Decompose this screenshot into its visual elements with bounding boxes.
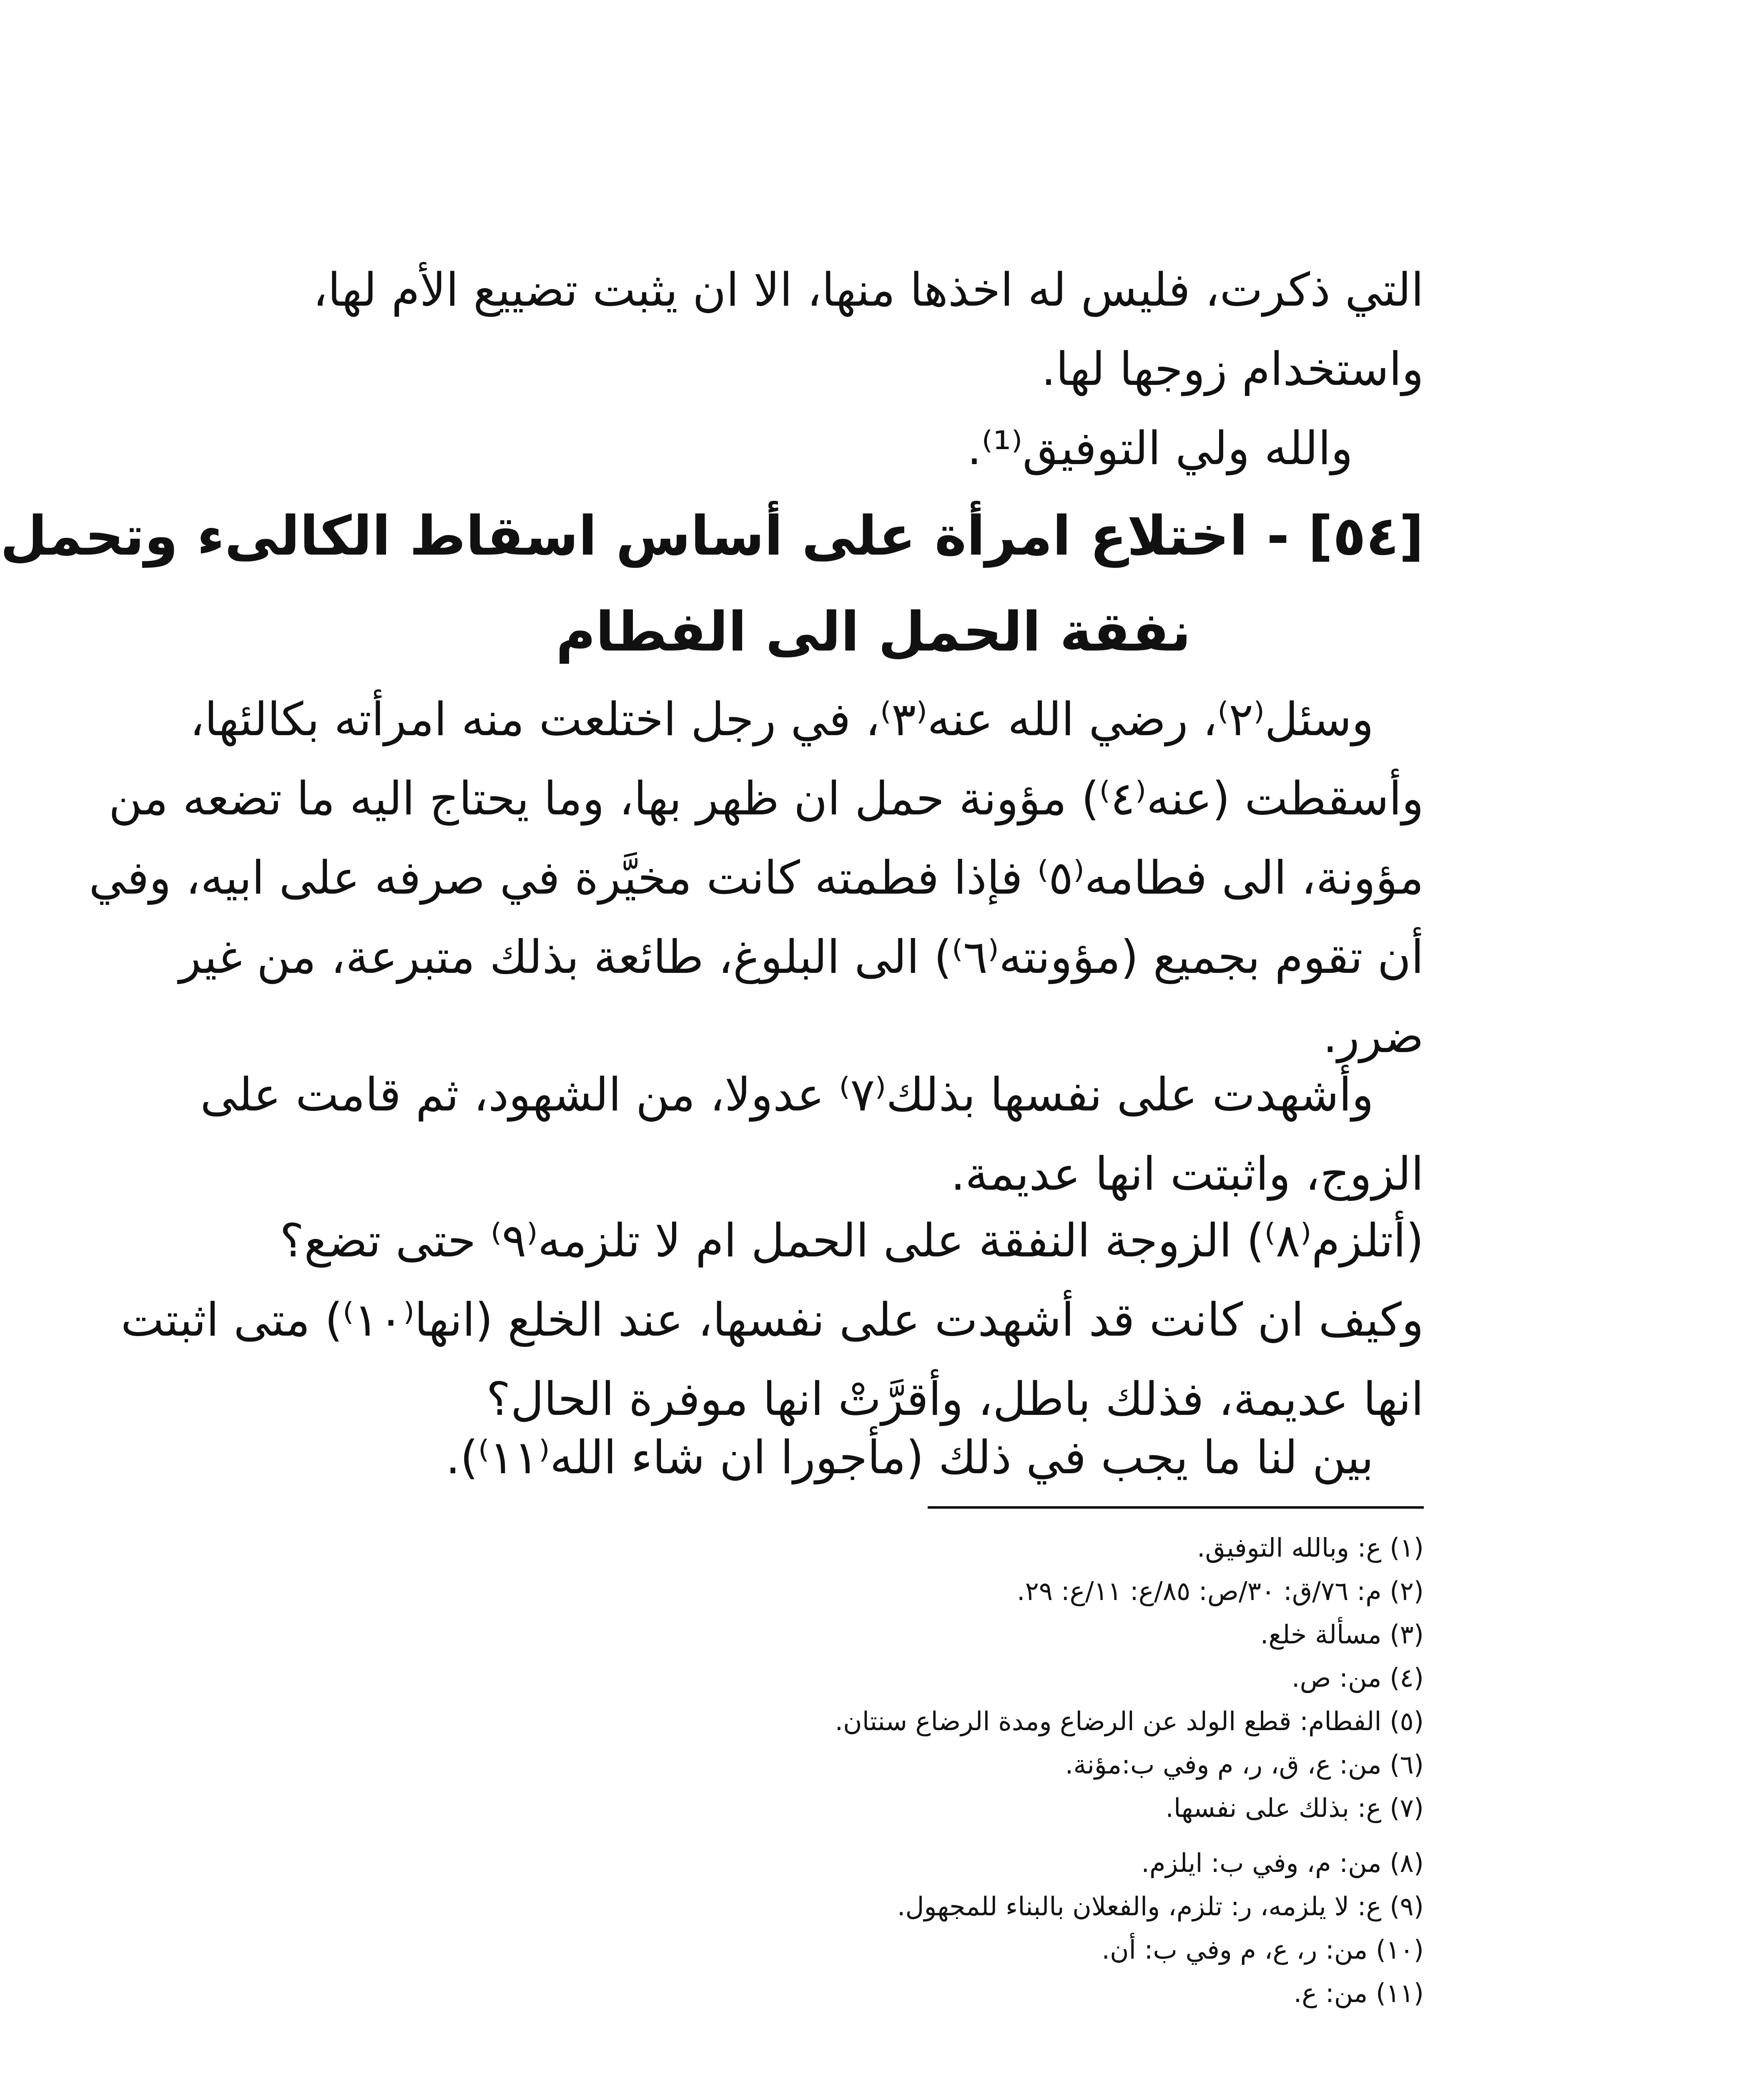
text-line: واستخدام زوجها لها. bbox=[1041, 342, 1424, 396]
text-line: (أتلزم⁽٨⁾) الزوجة النفقة على الحمل ام لا تلزمه⁽٩⁾ حتى تضع؟ bbox=[279, 1214, 1424, 1267]
continuation-text bbox=[313, 250, 1424, 488]
footnote: (١٠) من: ر، ع، م وفي ب: أن. bbox=[1102, 1934, 1424, 1965]
paragraph-question-intro bbox=[89, 680, 1424, 1076]
text-line: الزوج، واثبتت انها عديمة. bbox=[951, 1147, 1424, 1201]
footnote-gap bbox=[607, 1830, 1424, 1841]
footnotes bbox=[607, 1526, 1424, 2015]
text-line: التي ذكرت، فليس له اخذها منها، الا ان يثبت تضييع الأم لها، bbox=[313, 263, 1424, 317]
text-line: وأسقطت (عنه⁽٤⁾) مؤونة حمل ان ظهر بها، وما يحتاج اليه ما تضعه من bbox=[108, 772, 1424, 825]
heading-line-2: نفقة الحمل الى الفطام bbox=[556, 600, 1191, 663]
footnote-divider bbox=[928, 1506, 1424, 1509]
section-heading bbox=[0, 488, 1424, 680]
footnote: (١١) من: ع. bbox=[1293, 1978, 1424, 2008]
footnote: (٧) ع: بذلك على نفسها. bbox=[1165, 1793, 1424, 1823]
footnote: (٥) الفطام: قطع الولد عن الرضاع ومدة الرضاع سنتان. bbox=[835, 1706, 1424, 1736]
text-line: وسئل⁽٢⁾، رضي الله عنه⁽٣⁾، في رجل اختلعت منه امرأته بكالئها، bbox=[190, 693, 1374, 746]
footnote: (١) ع: وبالله التوفيق. bbox=[1197, 1532, 1424, 1563]
paragraph-question bbox=[120, 1201, 1424, 1439]
text-line: ضرر. bbox=[1322, 1010, 1424, 1063]
footnote: (٣) مسألة خلع. bbox=[1260, 1619, 1424, 1650]
text-line: انها عديمة، فذلك باطل، وأقرَّتْ انها موفرة الحال؟ bbox=[486, 1372, 1424, 1426]
text-line: والله ولي التوفيق⁽¹⁾. bbox=[967, 422, 1353, 475]
footnote: (٢) م: ٧٦/ق: ٣٠/ص: ٨٥/ع: ١١/ع: ٢٩. bbox=[1016, 1576, 1424, 1606]
text-line: وأشهدت على نفسها بذلك⁽٧⁾ عدولا، من الشهود، ثم قامت على bbox=[200, 1068, 1374, 1121]
footnote: (٤) من: ص. bbox=[1291, 1663, 1424, 1693]
footnote: (٨) من: م، وفي ب: ايلزم. bbox=[1141, 1848, 1424, 1878]
paragraph-witnesses bbox=[200, 1055, 1424, 1213]
text-line: مؤونة، الى فطامه⁽٥⁾ فإذا فطمته كانت مخيَّرة في صرفه على ابيه، وفي bbox=[89, 851, 1424, 904]
text-line: وكيف ان كانت قد أشهدت على نفسها، عند الخلع (انها⁽١٠⁾) متى اثبتت bbox=[120, 1293, 1424, 1346]
text-line: بين لنا ما يجب في ذلك (مأجورا ان شاء الله⁽١١⁾). bbox=[445, 1431, 1374, 1484]
text-line: أن تقوم بجميع (مؤونته⁽٦⁾) الى البلوغ، طائعة بذلك متبرعة، من غير bbox=[179, 930, 1424, 984]
paragraph-request bbox=[323, 1418, 1424, 1497]
footnote: (٦) من: ع، ق، ر، م وفي ب:مؤنة. bbox=[1065, 1749, 1424, 1780]
heading-line-1: [٥٤] - اختلاع امرأة على أساس اسقاط الكالىء وتحمل bbox=[0, 504, 1424, 568]
footnote: (٩) ع: لا يلزمه، ر: تلزم، والفعلان بالبناء للمجهول. bbox=[897, 1891, 1424, 1922]
